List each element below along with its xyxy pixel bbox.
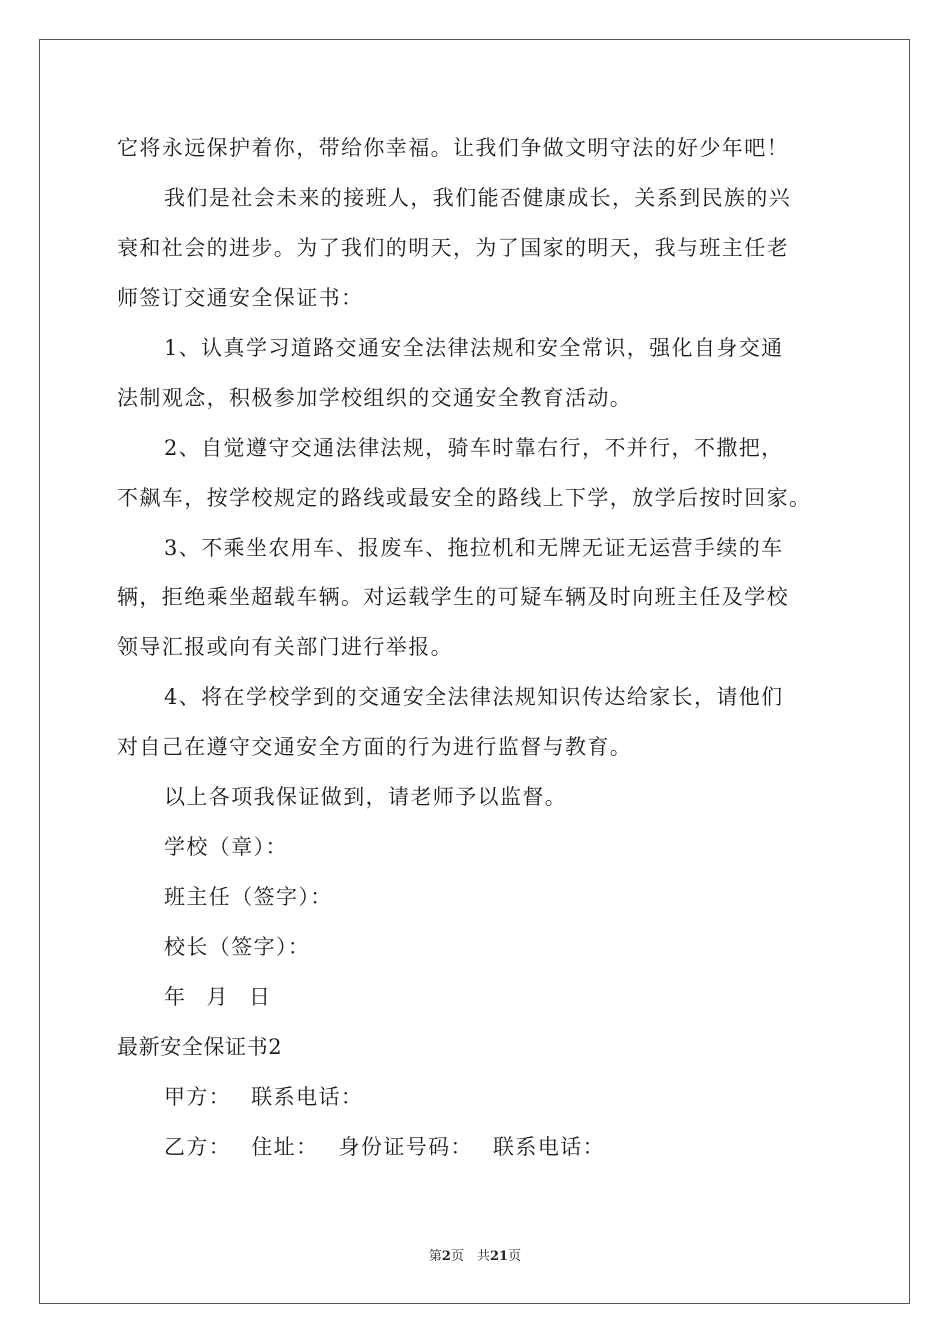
principal-signature-line: 校长（签字）： [164, 935, 311, 959]
text-line: 法制观念，积极参加学校组织的交通安全教育活动。 [117, 386, 633, 410]
text-line: 领导汇报或向有关部门进行举报。 [117, 635, 453, 659]
footer-page-number: 2 [441, 1249, 451, 1264]
party-b-line: 乙方： 住址： 身份证号码： 联系电话： [164, 1135, 606, 1159]
text-line: 1、认真学习道路交通安全法律法规和安全常识，强化自身交通 [164, 336, 784, 360]
head-teacher-signature-line: 班主任（签字）： [164, 885, 333, 909]
page-border [39, 39, 910, 1304]
school-seal-line: 学校（章）： [164, 835, 288, 859]
footer-prefix: 第 [428, 1249, 442, 1264]
section-title: 最新安全保证书2 [117, 1035, 283, 1059]
text-line: 它将永远保护着你，带给你幸福。让我们争做文明守法的好少年吧！ [117, 136, 789, 160]
text-line: 4、将在学校学到的交通安全法律法规知识传达给家长，请他们 [164, 685, 784, 709]
text-line: 不飙车，按学校规定的路线或最安全的路线上下学，放学后按时回家。 [117, 486, 812, 510]
text-line: 辆，拒绝乘坐超载车辆。对运载学生的可疑车辆及时向班主任及学校 [117, 585, 789, 609]
date-line: 年 月 日 [164, 985, 272, 1009]
footer-suffix: 页 [508, 1249, 522, 1264]
party-a-line: 甲方： 联系电话： [164, 1085, 364, 1109]
text-line: 师签订交通安全保证书： [117, 286, 364, 310]
text-line: 对自己在遵守交通安全方面的行为进行监督与教育。 [117, 735, 633, 759]
footer-mid: 页 共 [450, 1249, 490, 1264]
footer-total-pages: 21 [489, 1249, 509, 1264]
text-line: 3、不乘坐农用车、报废车、拖拉机和无牌无证无运营手续的车 [164, 536, 784, 560]
page-footer [0, 1245, 950, 1264]
text-line: 以上各项我保证做到，请老师予以监督。 [164, 785, 568, 809]
text-line: 我们是社会未来的接班人，我们能否健康成长，关系到民族的兴 [164, 186, 792, 210]
text-line: 衰和社会的进步。为了我们的明天，为了国家的明天，我与班主任老 [117, 236, 789, 260]
text-line: 2、自觉遵守交通法律法规，骑车时靠右行，不并行，不撒把， [164, 436, 784, 460]
